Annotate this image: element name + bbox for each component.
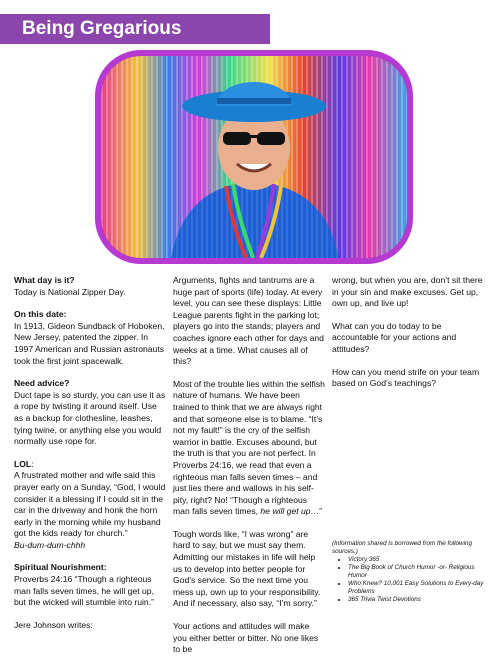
column2-paragraph-2-end: ”: [319, 506, 323, 517]
column2-paragraph-3: Tough words like, “I was wrong” are hard to say, but we must say them. Admitting our mistakes in life will help us to develop into better people for God’s service. So the next time you mess up, own up to your responsibility. And if necessary, also say, “I’m sorry.”: [173, 528, 321, 609]
source-item: • 365 Trivia Twist Devotions: [348, 596, 492, 604]
page-title: Being Gregarious: [0, 14, 270, 44]
advice-section: [14, 378, 166, 448]
source-item: • Who Knew? 10,001 Easy Solutions to Every-day Problems: [348, 580, 492, 596]
column2-paragraph-4: Your actions and attitudes will make you either better or bitter. No one likes to be: [173, 621, 319, 655]
on-this-date-heading: On this date:: [14, 309, 67, 320]
lol-section: [14, 459, 166, 552]
column-3: [332, 275, 490, 401]
column2-paragraph-1: Arguments, fights and tantrums are a huge part of sports (life) today. At every level, you can see these displays: Little League parents fight in the parking lot; players go into the stands; players and coaches ignore each other for days and weeks at a time. What causes all of this?: [173, 275, 324, 367]
nourishment-heading: Spiritual Nourishment:: [14, 562, 107, 573]
what-day-heading: What day is it?: [14, 275, 75, 285]
nourishment-text: Proverbs 24:16 “Though a righteous man falls seven times, he will get up, but the wicked will stumble into ruin.”: [14, 574, 154, 608]
source-item: • The Big Book of Church Humor -or- Religious Humor: [348, 564, 492, 580]
advice-text: Duct tape is so sturdy, you can use it as a rope by twisting it around itself. Use as a backup for clothesline, leashes, tying twine, or anything else you would normally use rope for.: [14, 389, 166, 447]
sources-note: [332, 540, 492, 604]
column-1: [14, 275, 166, 642]
lol-colon: :: [31, 458, 34, 469]
advice-heading: Need advice?: [14, 378, 70, 389]
author-line: Jere Johnson writes:: [14, 619, 93, 630]
column3-paragraph-3: How can you mend strife on your team based on God’s teachings?: [332, 366, 480, 389]
sources-intro: (Information shared is borrowed from the following sources.): [332, 540, 472, 555]
sources-list: [332, 556, 492, 604]
column2-paragraph-2-italic: he will get up…: [260, 506, 320, 517]
on-this-date-text: In 1913, Gideon Sundback of Hoboken, New Jersey, patented the zipper. In 1997 American and Russian astronauts took the first joint spacewalk.: [14, 320, 165, 366]
column2-paragraph-2: [173, 379, 325, 518]
lol-heading: LOL: [14, 458, 32, 469]
lol-text: A frustrated mother and wife said this prayer early on a Sunday, “God, I would consider it a blessing if I could sit in the car in the driveway and honk the horn early in the morning while my husband got the kids ready for church.”: [14, 470, 166, 539]
column3-paragraph-2: What can you do today to be accountable for your actions and attitudes?: [332, 320, 457, 354]
lol-heading-line: [14, 459, 166, 471]
column2-paragraph-2-main: Most of the trouble lies within the selfish nature of humans. We have been trained to think that we are always right and that someone else is to blame. “It’s not my fault!” is the cry of the selfish warrior in battle. Excuses abound, but the truth is that you are not perfect. In Proverbs 24:16, we read that even a righteous man falls seven times – and just lies there and wallows in his self-pity, right? No! “Though a righteous man falls seven times,: [173, 378, 325, 517]
nourishment-section: [14, 562, 166, 608]
what-day-section: [14, 275, 166, 298]
column-2: [173, 275, 325, 667]
source-item: • Victory 365: [348, 556, 492, 564]
on-this-date-section: [14, 309, 166, 367]
column3-paragraph-1: wrong, but when you are, don’t sit there in your sin and make excuses. Get up, own up, and live up!: [332, 275, 483, 309]
man-with-blue-hat-photo: [101, 56, 407, 258]
lol-punchline: Bu-dum-dum-chhh: [14, 539, 86, 550]
what-day-text: Today is National Zipper Day.: [14, 286, 126, 297]
hero-photo: [95, 50, 413, 264]
